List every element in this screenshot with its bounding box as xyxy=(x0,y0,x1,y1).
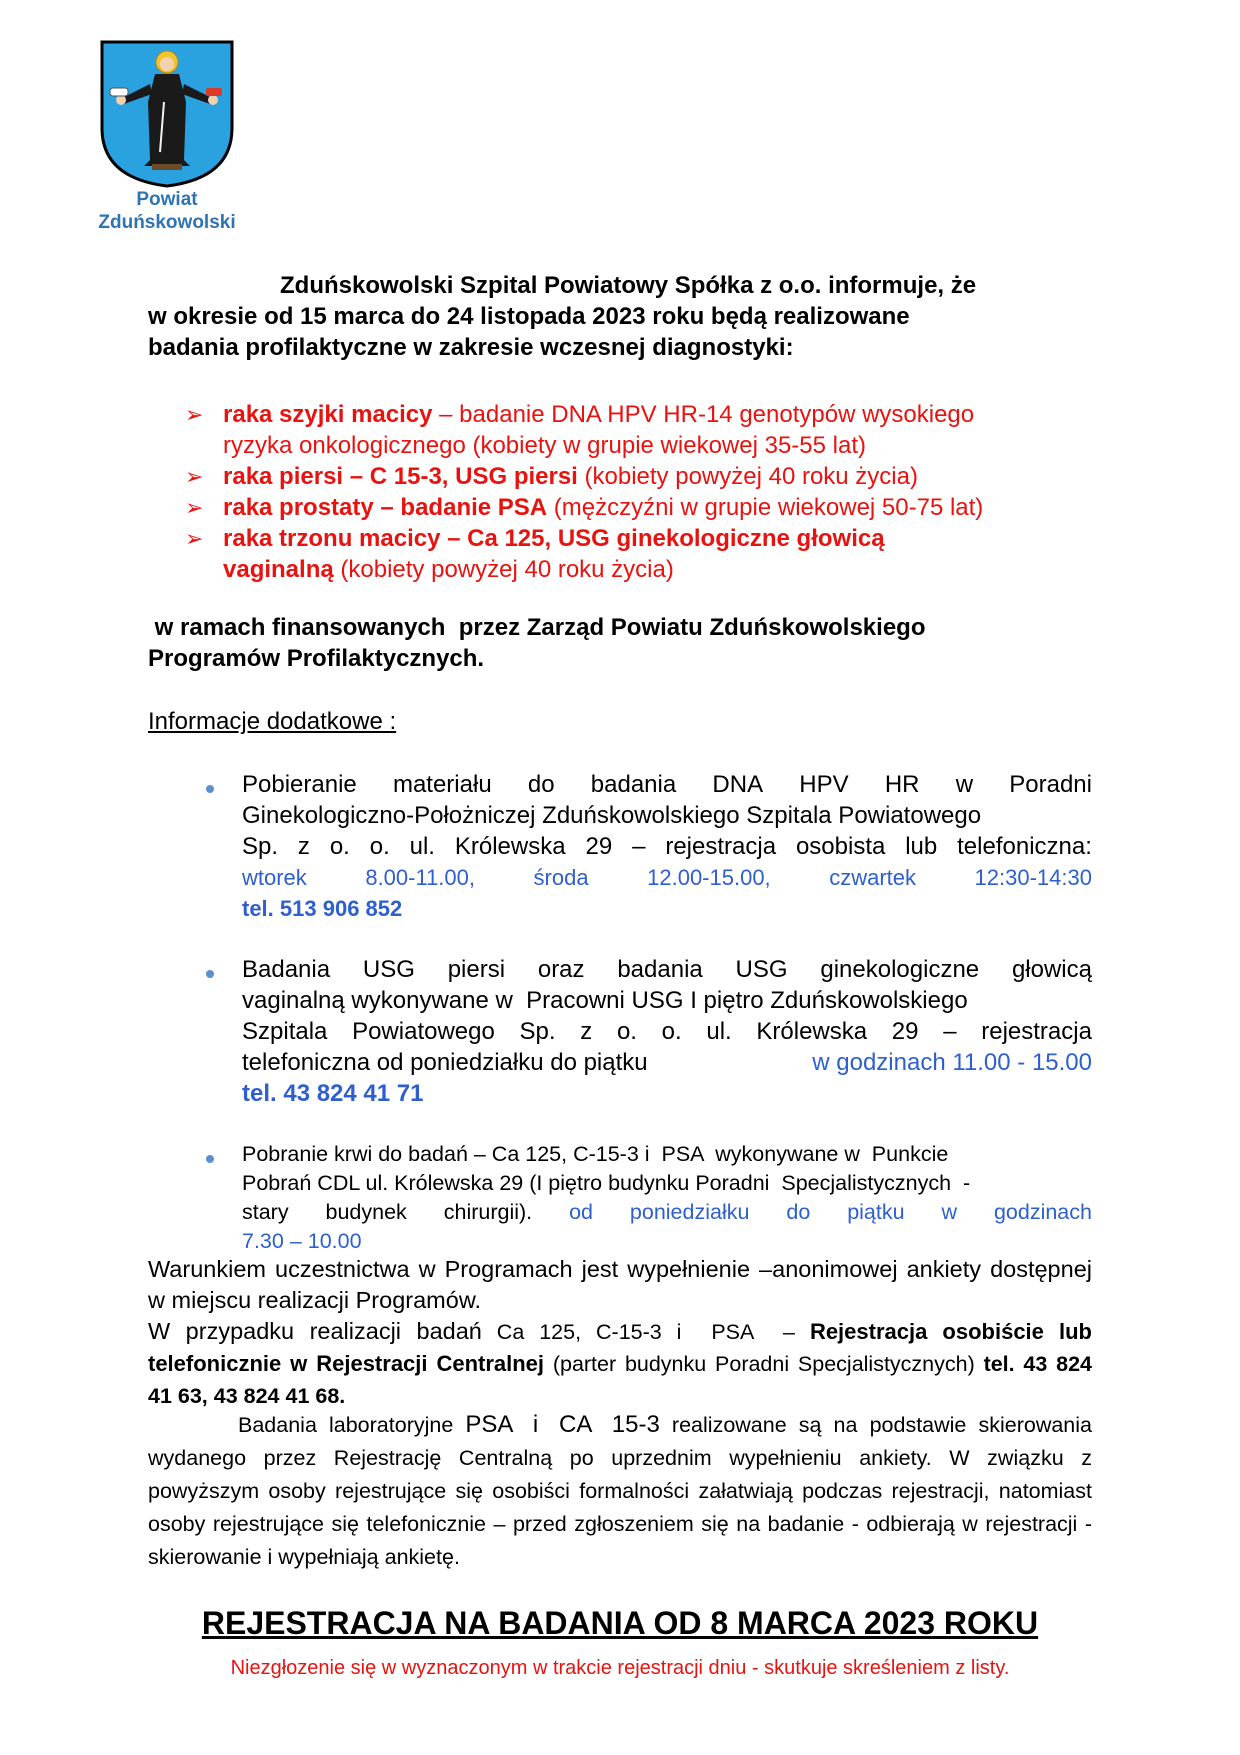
program-details: – badanie DNA HPV HR-14 genotypów wysokiego xyxy=(432,401,975,428)
word: 12.00-15.00, xyxy=(647,865,771,890)
info-line: Pobranie krwi do badań – Ca 125, C-15-3 i PSA wykonywane w Punkcie xyxy=(242,1142,949,1166)
word: lub xyxy=(905,833,938,860)
word: – xyxy=(632,833,646,860)
word: środa xyxy=(533,865,589,890)
word: do xyxy=(527,771,555,798)
word: Badania xyxy=(242,956,331,983)
program-item xyxy=(185,523,1105,585)
word: stary xyxy=(242,1200,289,1224)
word: Sp. xyxy=(242,833,279,860)
word: materiału xyxy=(392,771,492,798)
program-details: (kobiety powyżej 40 roku życia) xyxy=(333,556,674,583)
program-details-cont: ryzyka onkologicznego (kobiety w grupie wiekowej 35-55 lat) xyxy=(223,432,866,459)
word: USG xyxy=(735,956,788,983)
word: Pobieranie xyxy=(242,771,357,798)
lab-tests: PSA i CA 15-3 xyxy=(465,1411,660,1438)
word: Poradni xyxy=(1009,771,1092,798)
hpv-collection-info xyxy=(242,769,1092,924)
intro-line-1: Zduńskowolski Szpital Powiatowy Spółka z o.o. informuje, że xyxy=(280,272,977,299)
program-name: raka trzonu macicy – Ca 125, USG ginekologiczne głowicą xyxy=(223,525,885,552)
program-details: (mężczyźni w grupie wiekowej 50-75 lat) xyxy=(547,494,984,521)
info-line: vaginalną wykonywane w Pracowni USG I piętro Zduńskowolskiego xyxy=(242,987,968,1014)
bullet-dot-icon xyxy=(206,1155,214,1163)
word: piersi xyxy=(447,956,506,983)
info-line xyxy=(242,769,1092,800)
intro-paragraph xyxy=(148,270,1068,363)
info-line xyxy=(242,1016,1092,1047)
word: o. xyxy=(661,1018,682,1045)
arrow-bullet-icon: ➢ xyxy=(185,402,204,427)
program-item xyxy=(185,461,1105,492)
word: czwartek xyxy=(829,865,916,890)
hours-line xyxy=(242,862,1092,893)
word: poniedziałku xyxy=(629,1200,750,1224)
word: budynek xyxy=(325,1200,407,1224)
arrow-bullet-icon: ➢ xyxy=(185,464,204,489)
word: 8.00-11.00, xyxy=(365,865,476,890)
word: USG xyxy=(362,956,415,983)
word: od xyxy=(569,1200,593,1224)
participation-conditions xyxy=(148,1254,1092,1412)
absence-warning: Niezgłozenie się w wyznaczonym w trakcie rejestracji dniu - skutkuje skreśleniem z listy. xyxy=(230,1657,1010,1679)
county-coat-of-arms xyxy=(100,40,234,240)
registration-paragraph xyxy=(148,1316,1092,1412)
framework-line-2: Programów Profilaktycznych. xyxy=(148,645,485,672)
arrow-bullet-icon: ➢ xyxy=(185,495,204,520)
word: chirurgii). xyxy=(443,1200,533,1224)
condition-paragraph: Warunkiem uczestnictwa w Programach jest wypełnienie –anonimowej ankiety dostępnej w miejscu realizacji Programów. xyxy=(148,1256,1092,1313)
word: wtorek xyxy=(242,865,307,890)
registration-text: W przypadku realizacji badań xyxy=(148,1318,482,1344)
framework-line-1: w ramach finansowanych przez Zarząd Powiatu Zduńskowolskiego xyxy=(148,614,926,641)
word: Królewska xyxy=(454,833,566,860)
word: piątku xyxy=(847,1200,905,1224)
saint-figure-icon xyxy=(100,40,234,188)
word: DNA xyxy=(712,771,764,798)
word: godzinach xyxy=(993,1200,1092,1224)
registration-banner: REJESTRACJA NA BADANIA OD 8 MARCA 2023 ROKU xyxy=(201,1605,1039,1641)
additional-info-heading: Informacje dodatkowe : xyxy=(148,708,397,735)
info-line: Pobrań CDL ul. Królewska 29 (I piętro budynku Poradni Specjalistycznych - xyxy=(242,1171,971,1195)
info-text: telefoniczna od poniedziałku do piątku xyxy=(242,1049,648,1076)
word: Sp. xyxy=(519,1018,556,1045)
word: rejestracja xyxy=(665,833,777,860)
word: – xyxy=(943,1018,957,1045)
word: badania xyxy=(590,771,677,798)
word: rejestracja xyxy=(981,1018,1092,1045)
program-list xyxy=(185,399,1105,585)
info-line xyxy=(242,831,1092,862)
blood-collection-info xyxy=(242,1140,1092,1256)
info-line: Ginekologiczno-Położniczej Zduńskowolskiego Szpitala Powiatowego xyxy=(242,802,982,829)
program-name-cont: vaginalną xyxy=(223,556,334,583)
hours-text: 7.30 – 10.00 xyxy=(242,1229,362,1253)
phone-number: tel. 513 906 852 xyxy=(242,896,403,921)
program-item xyxy=(185,399,1105,461)
program-details: (kobiety powyżej 40 roku życia) xyxy=(577,463,918,490)
county-name-line2: Zduńskowolski xyxy=(98,212,236,233)
word: ul. xyxy=(409,833,435,860)
word: ul. xyxy=(706,1018,732,1045)
county-name xyxy=(80,188,254,234)
program-name: raka piersi – C 15-3, USG piersi xyxy=(223,463,578,490)
hours-text: w godzinach 11.00 - 15.00 xyxy=(812,1049,1092,1076)
arrow-bullet-icon: ➢ xyxy=(185,526,204,551)
program-item xyxy=(185,492,1105,523)
word: HPV xyxy=(799,771,849,798)
lab-tests-paragraph xyxy=(148,1408,1092,1574)
lab-text-cont: realizowane są na podstawie skierowania wydanego przez Rejestrację Centralną po uprzednim wypełnieniu ankiety. W związku z powyższym osoby rejestrujące się osobiści formalności załatwiają podczas rejestracji, natomiast osoby rejestrujące się telefonicznie – przed zgłoszeniem się na badanie - odbierają w rejestracji - skierowanie i wypełniają ankietę. xyxy=(148,1413,1092,1569)
word: w xyxy=(941,1200,958,1224)
usg-info xyxy=(242,954,1092,1109)
bullet-dot-icon xyxy=(206,785,214,793)
word: oraz xyxy=(537,956,585,983)
intro-line-2: w okresie od 15 marca do 24 listopada 2023 roku będą realizowane xyxy=(148,303,910,330)
word: z xyxy=(297,833,310,860)
program-name: raka szyjki macicy xyxy=(223,401,433,428)
info-line xyxy=(242,1047,1092,1078)
word: Królewska xyxy=(756,1018,868,1045)
word: 29 xyxy=(891,1018,919,1045)
word: telefoniczna: xyxy=(957,833,1092,860)
word: 12:30-14:30 xyxy=(974,865,1092,890)
county-name-line1: Powiat xyxy=(136,189,198,210)
word: HR xyxy=(884,771,920,798)
word: głowicą xyxy=(1011,956,1092,983)
word: o. xyxy=(369,833,390,860)
word: o. xyxy=(329,833,350,860)
word: osobista xyxy=(795,833,886,860)
intro-line-3: badania profilaktyczne w zakresie wczesnej diagnostyki: xyxy=(148,334,794,361)
lab-text: Badania laboratoryjne xyxy=(238,1413,466,1437)
word: o. xyxy=(616,1018,637,1045)
word: ginekologiczne xyxy=(820,956,980,983)
location-text: (parter budynku Poradni Specjalistycznych) xyxy=(544,1352,984,1376)
framework-paragraph xyxy=(148,612,1068,674)
word: z xyxy=(580,1018,593,1045)
program-name: raka prostaty – badanie PSA xyxy=(223,494,548,521)
phone-number: tel. 43 824 41 71 xyxy=(242,1080,424,1107)
phone-numbers: tel. 43 824 41 63, 43 824 41 68. xyxy=(148,1352,1092,1408)
registration-method: Rejestracja osobiście lub telefonicznie w Rejestracji Centralnej xyxy=(148,1319,1092,1376)
word: w xyxy=(955,771,974,798)
tests-text: Ca 125, C-15-3 i PSA – xyxy=(481,1320,810,1344)
info-line xyxy=(242,954,1092,985)
info-line xyxy=(242,1198,1092,1227)
word: do xyxy=(786,1200,811,1224)
word: 29 xyxy=(585,833,613,860)
word: Szpitala xyxy=(242,1018,328,1045)
word: badania xyxy=(617,956,703,983)
word: Powiatowego xyxy=(352,1018,495,1045)
bullet-dot-icon xyxy=(206,970,214,978)
